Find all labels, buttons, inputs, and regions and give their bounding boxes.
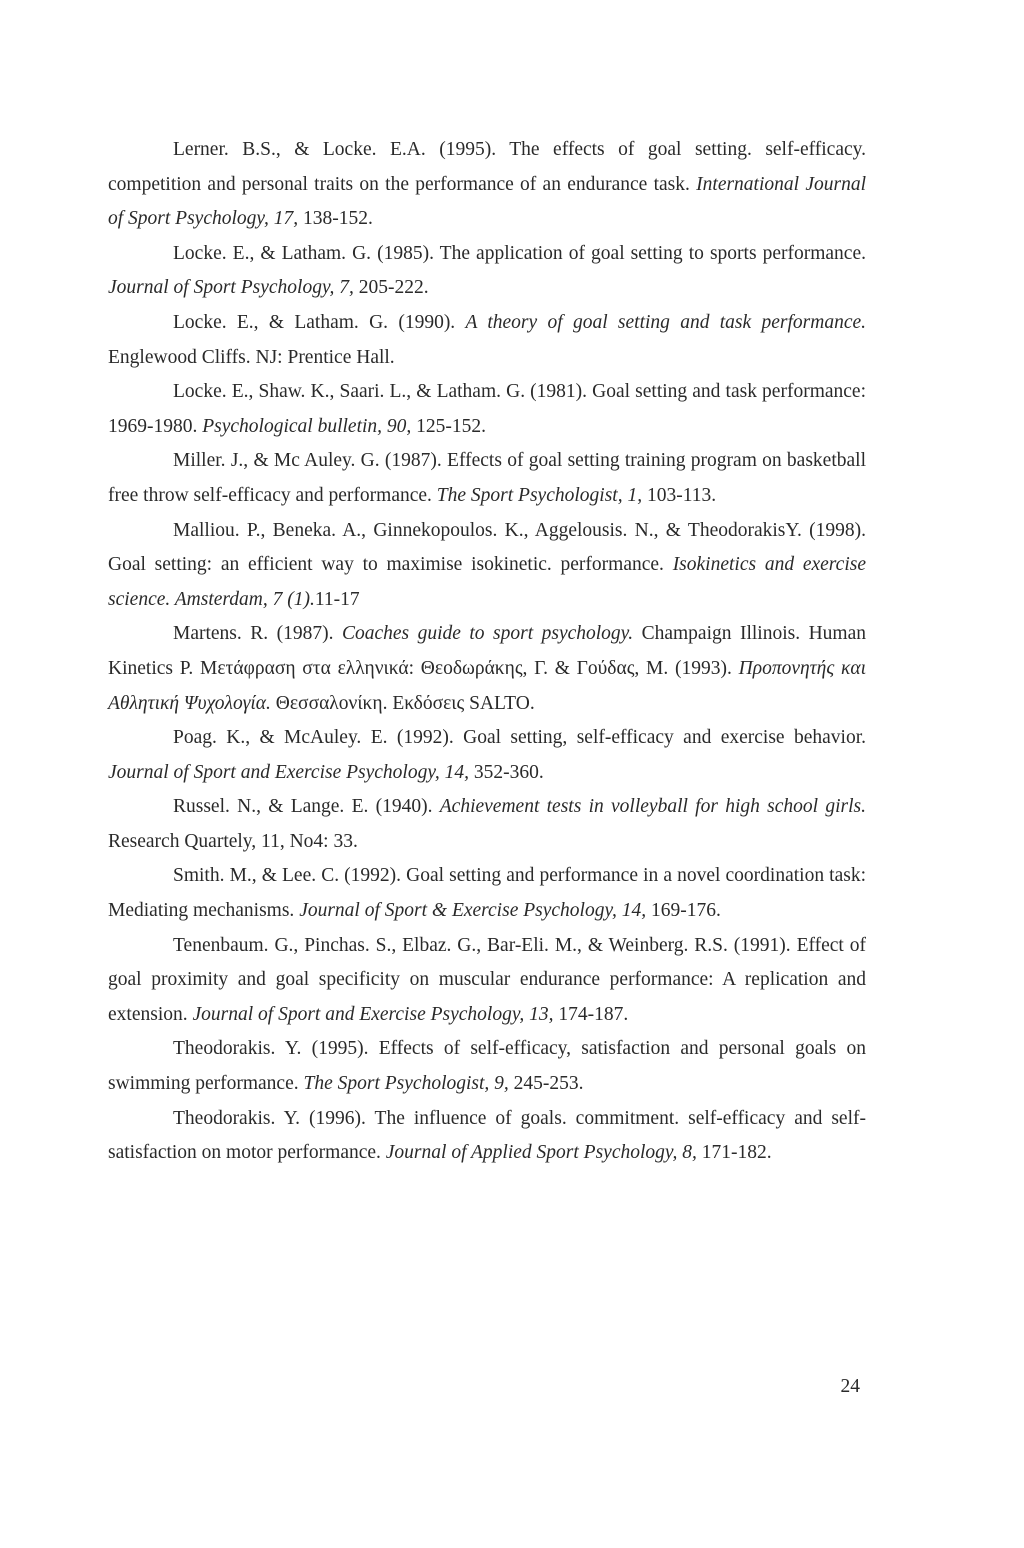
reference-text: Theodorakis. Y. (1995). Effects of self-efficacy, satisfaction and personal goals on swimming performance.	[108, 1038, 866, 1095]
reference-journal: Journal of Sport & Exercise Psychology, 14,	[299, 900, 647, 922]
reference-pages: 352-360.	[469, 761, 544, 783]
reference-pages: 171-182.	[696, 1142, 772, 1164]
reference-journal: Journal of Sport and Exercise Psychology, 13,	[192, 1003, 554, 1025]
reference-list	[108, 133, 866, 1171]
reference-locke-1985	[108, 237, 866, 306]
reference-pages: 245-253.	[508, 1073, 584, 1095]
reference-pages: 11-17	[314, 588, 360, 610]
reference-journal: Journal of Applied Sport Psychology, 8,	[385, 1142, 697, 1164]
reference-malliou-1998	[108, 514, 866, 618]
reference-text: Locke. E., & Latham. G. (1985). The application of goal setting to sports performance.	[173, 242, 866, 264]
reference-journal: The Sport Psychologist, 9,	[303, 1073, 509, 1095]
reference-text: Lerner. B.S., & Locke. E.A. (1995). The effects of goal setting. self-efficacy. competition and personal traits on the performance of an endurance task.	[108, 139, 866, 195]
reference-text: Locke. E., & Latham. G. (1990).	[173, 311, 466, 333]
reference-text: Russel. N., & Lange. E. (1940).	[173, 796, 440, 818]
reference-locke-1981	[108, 375, 866, 444]
reference-text: Miller. J., & Mc Auley. G. (1987). Effects of goal setting training program on basketball free throw self-efficacy and performance.	[108, 450, 866, 506]
reference-journal: Journal of Sport Psychology, 7,	[108, 277, 354, 299]
reference-text: Theodorakis. Y. (1996). The influence of goals. commitment. self-efficacy and self-satisfaction on motor performance.	[108, 1107, 866, 1164]
reference-publisher: Θεσσαλονίκη. Εκδόσεις SALTO.	[270, 692, 535, 714]
reference-text: Malliou. P., Beneka. A., Ginnekopoulos. K., Aggelousis. N., & TheodorakisY. (1998). Goal setting: an efficient way to maximise isokinetic. performance.	[108, 519, 866, 576]
reference-journal: Psychological bulletin, 90,	[202, 415, 412, 437]
reference-poag-1992	[108, 721, 866, 790]
reference-pages: 125-152.	[411, 415, 487, 437]
reference-pages: 138-152.	[298, 208, 373, 230]
reference-locke-1990	[108, 306, 866, 375]
reference-tenenbaum-1991	[108, 929, 866, 1033]
reference-pages: 205-222.	[353, 277, 429, 299]
reference-pages: 169-176.	[646, 900, 721, 922]
reference-source: Research Quartely, 11, No4: 33.	[108, 830, 358, 852]
reference-publisher: Englewood Cliffs. NJ: Prentice Hall.	[108, 346, 395, 368]
reference-journal: Isokinetics and exercise science. Amsterdam, 7 (1).	[108, 554, 866, 610]
reference-text: Tenenbaum. G., Pinchas. S., Elbaz. G., Bar-Eli. M., & Weinberg. R.S. (1991). Effect of goal proximity and goal specificity on muscular endurance performance: A replication and extension.	[108, 934, 866, 1025]
reference-journal: International Journal of Sport Psychology, 17,	[108, 173, 866, 230]
reference-journal: The Sport Psychologist, 1,	[436, 484, 643, 506]
reference-book-title: Achievement tests in volleyball for high school girls.	[439, 796, 866, 818]
reference-smith-1992	[108, 859, 866, 928]
page-number: 24	[840, 1376, 860, 1397]
reference-lerner-1995	[108, 133, 866, 237]
reference-pages: 103-113.	[642, 484, 717, 506]
reference-text: Martens. R. (1987).	[173, 623, 342, 645]
reference-text: Locke. E., Shaw. K., Saari. L., & Latham. G. (1981). Goal setting and task performance: 1969-1980.	[108, 381, 866, 437]
reference-pages: 174-187.	[553, 1003, 629, 1025]
reference-book-title-greek: Προπονητής και Αθλητική Ψυχολογία.	[108, 657, 866, 714]
reference-russel-1940	[108, 790, 866, 859]
reference-text: Smith. M., & Lee. C. (1992). Goal setting and performance in a novel coordination task: Mediating mechanisms.	[108, 865, 866, 922]
reference-text: Poag. K., & McAuley. E. (1992). Goal setting, self-efficacy and exercise behavior.	[173, 727, 866, 749]
reference-journal: Journal of Sport and Exercise Psychology, 14,	[108, 761, 470, 783]
reference-translation: Champaign Illinois. Human Kinetics P. Μετάφραση στα ελληνικά: Θεοδωράκης, Γ. & Γούδας, Μ. (1993).	[108, 623, 866, 679]
reference-miller-1987	[108, 444, 866, 513]
reference-book-title: Coaches guide to sport psychology.	[341, 623, 634, 645]
reference-martens-1987	[108, 617, 866, 721]
reference-theodorakis-1996	[108, 1102, 866, 1171]
reference-book-title: A theory of goal setting and task performance.	[465, 311, 866, 333]
reference-theodorakis-1995	[108, 1032, 866, 1101]
